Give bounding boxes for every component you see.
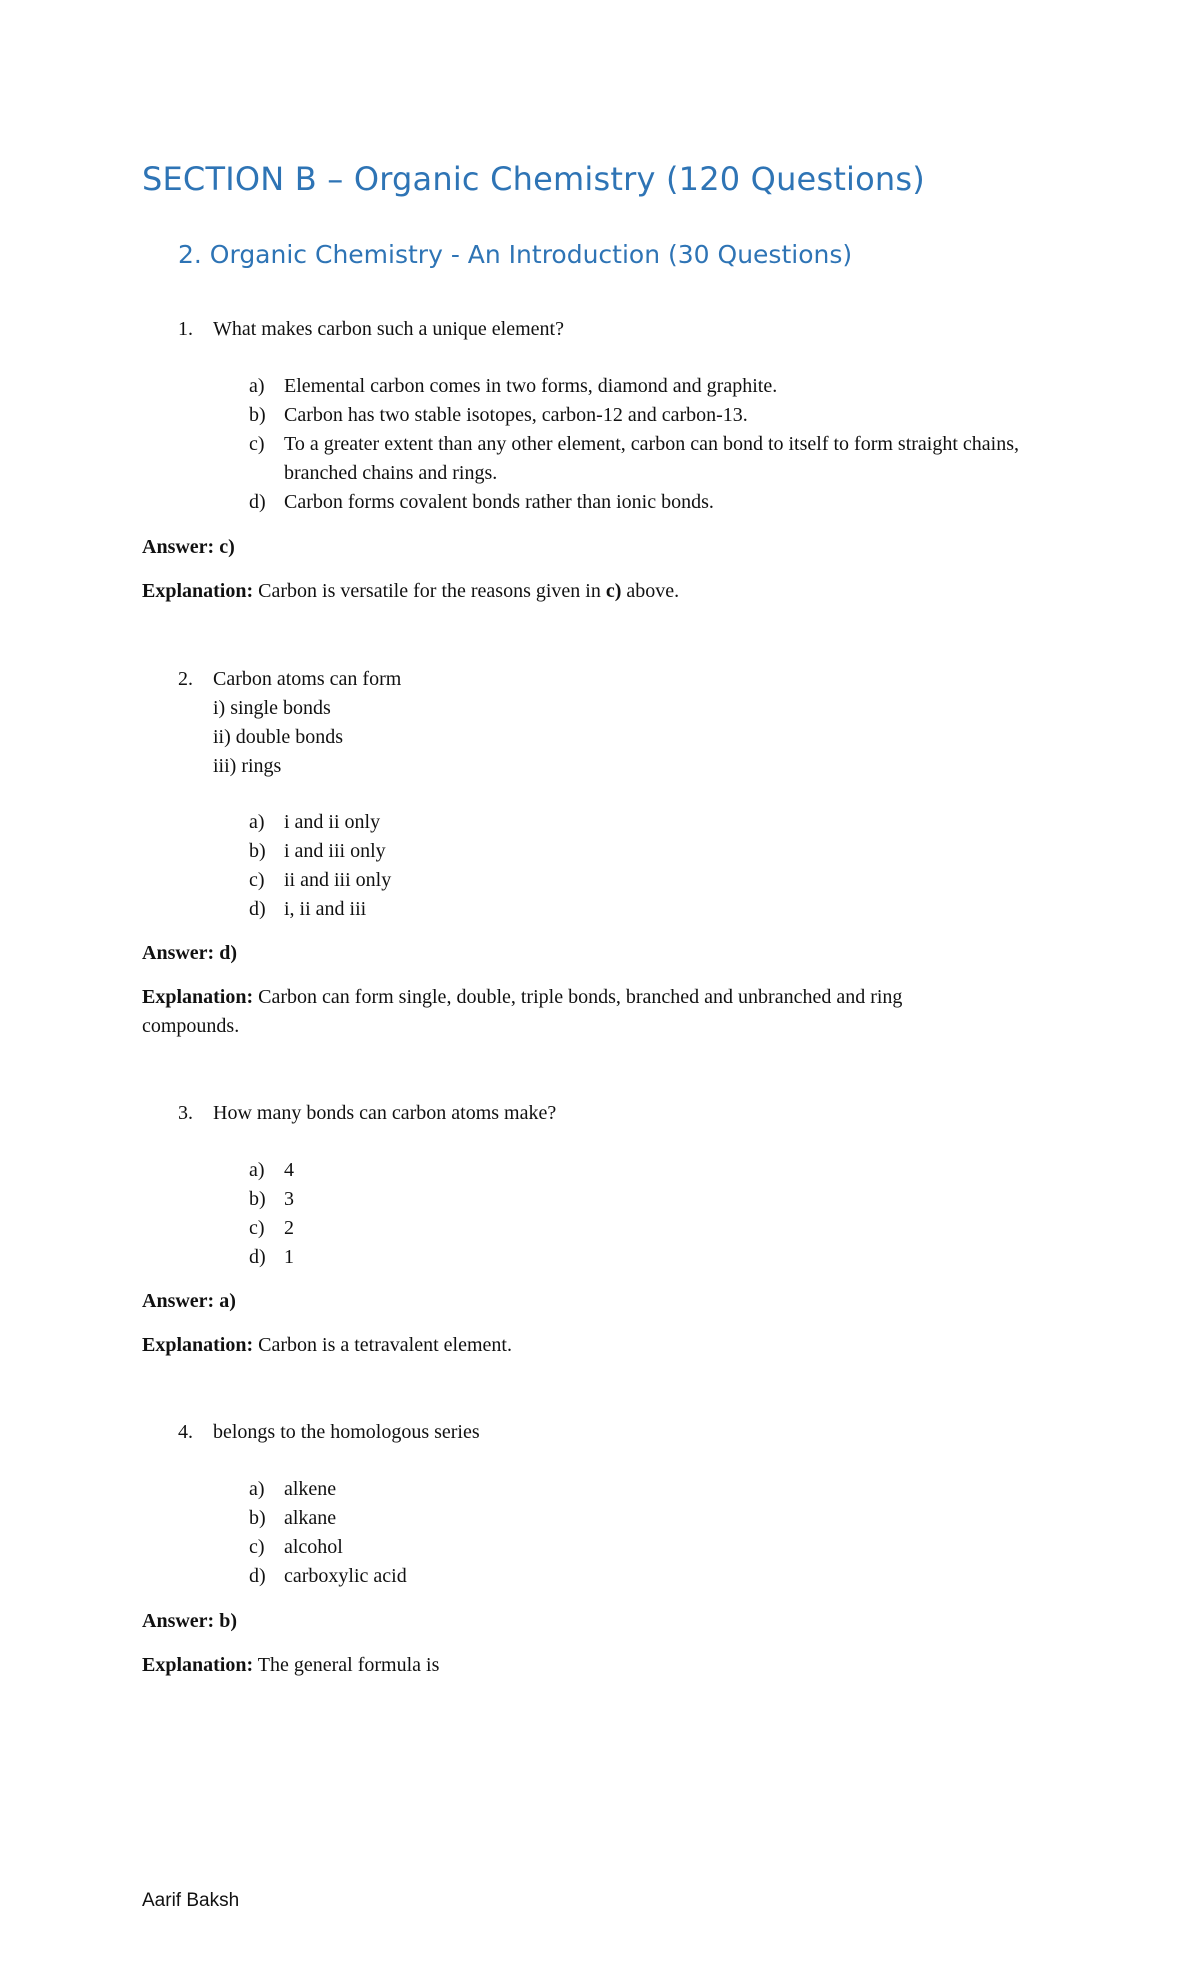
explanation <box>142 983 1002 1041</box>
answer: Answer: c) <box>142 536 235 558</box>
option-letter: b) <box>249 1507 266 1529</box>
option-text: 4 <box>284 1159 294 1181</box>
option-text: 2 <box>284 1217 294 1239</box>
option-text: carboxylic acid <box>284 1565 407 1587</box>
option-letter: b) <box>249 840 266 862</box>
option-letter: a) <box>249 1478 265 1500</box>
section-title: SECTION B – Organic Chemistry (120 Questions) <box>142 160 925 198</box>
answer: Answer: d) <box>142 942 237 964</box>
option-text: Elemental carbon comes in two forms, diamond and graphite. <box>284 375 778 397</box>
page-footer-author: Aarif Baksh <box>142 1890 240 1911</box>
question-text: Carbon atoms can form <box>213 668 402 690</box>
answer: Answer: b) <box>142 1610 237 1632</box>
option-text: 1 <box>284 1246 294 1268</box>
option-text: alkene <box>284 1478 337 1500</box>
option-letter: a) <box>249 1159 265 1181</box>
option-letter: b) <box>249 404 266 426</box>
chapter-title: 2. Organic Chemistry - An Introduction (30 Questions) <box>178 240 853 269</box>
option-text: i and ii only <box>284 811 381 833</box>
option-text: Carbon has two stable isotopes, carbon-12 and carbon-13. <box>284 404 748 426</box>
option-text: i and iii only <box>284 840 386 862</box>
explanation-text: Carbon is versatile for the reasons given in <box>253 580 606 602</box>
option-letter: c) <box>249 1536 265 1558</box>
question-number: 3. <box>178 1102 193 1124</box>
option-letter: d) <box>249 491 266 513</box>
explanation-text: The general formula is <box>253 1654 440 1676</box>
explanation-label: Explanation: <box>142 1334 254 1356</box>
question-text: How many bonds can carbon atoms make? <box>213 1102 557 1124</box>
option-letter: a) <box>249 375 265 397</box>
explanation-label: Explanation: <box>142 986 254 1008</box>
option-letter: c) <box>249 869 265 891</box>
option-text: 3 <box>284 1188 294 1210</box>
answer: Answer: a) <box>142 1290 236 1312</box>
explanation-text-end: above. <box>621 580 680 602</box>
question-text: belongs to the homologous series <box>213 1421 480 1443</box>
question-number: 4. <box>178 1421 193 1443</box>
option-letter: d) <box>249 1246 266 1268</box>
option-text: To a greater extent than any other element, carbon can bond to itself to form straight chains, branched chains and rings. <box>284 433 1020 484</box>
option-letter: d) <box>249 898 266 920</box>
explanation-label: Explanation: <box>142 580 254 602</box>
explanation <box>142 1331 1002 1360</box>
option-letter: d) <box>249 1565 266 1587</box>
explanation-text: Carbon can form single, double, triple bonds, branched and unbranched and ring compounds. <box>142 986 903 1037</box>
question-text: What makes carbon such a unique element? <box>213 318 564 340</box>
explanation-label: Explanation: <box>142 1654 254 1676</box>
option-letter: a) <box>249 811 265 833</box>
option-letter: c) <box>249 433 265 455</box>
option-text: ii and iii only <box>284 869 392 891</box>
explanation-text: Carbon is a tetravalent element. <box>253 1334 512 1356</box>
question-number: 1. <box>178 318 193 340</box>
option-text: Carbon forms covalent bonds rather than ionic bonds. <box>284 491 714 513</box>
explanation-emphasis: c) <box>605 580 622 602</box>
option-letter: b) <box>249 1188 266 1210</box>
explanation <box>142 1651 1002 1680</box>
option-text: alcohol <box>284 1536 343 1558</box>
option-text: i, ii and iii <box>284 898 367 920</box>
option-letter: c) <box>249 1217 265 1239</box>
question-number: 2. <box>178 668 193 690</box>
explanation <box>142 577 1002 606</box>
option-text: alkane <box>284 1507 337 1529</box>
